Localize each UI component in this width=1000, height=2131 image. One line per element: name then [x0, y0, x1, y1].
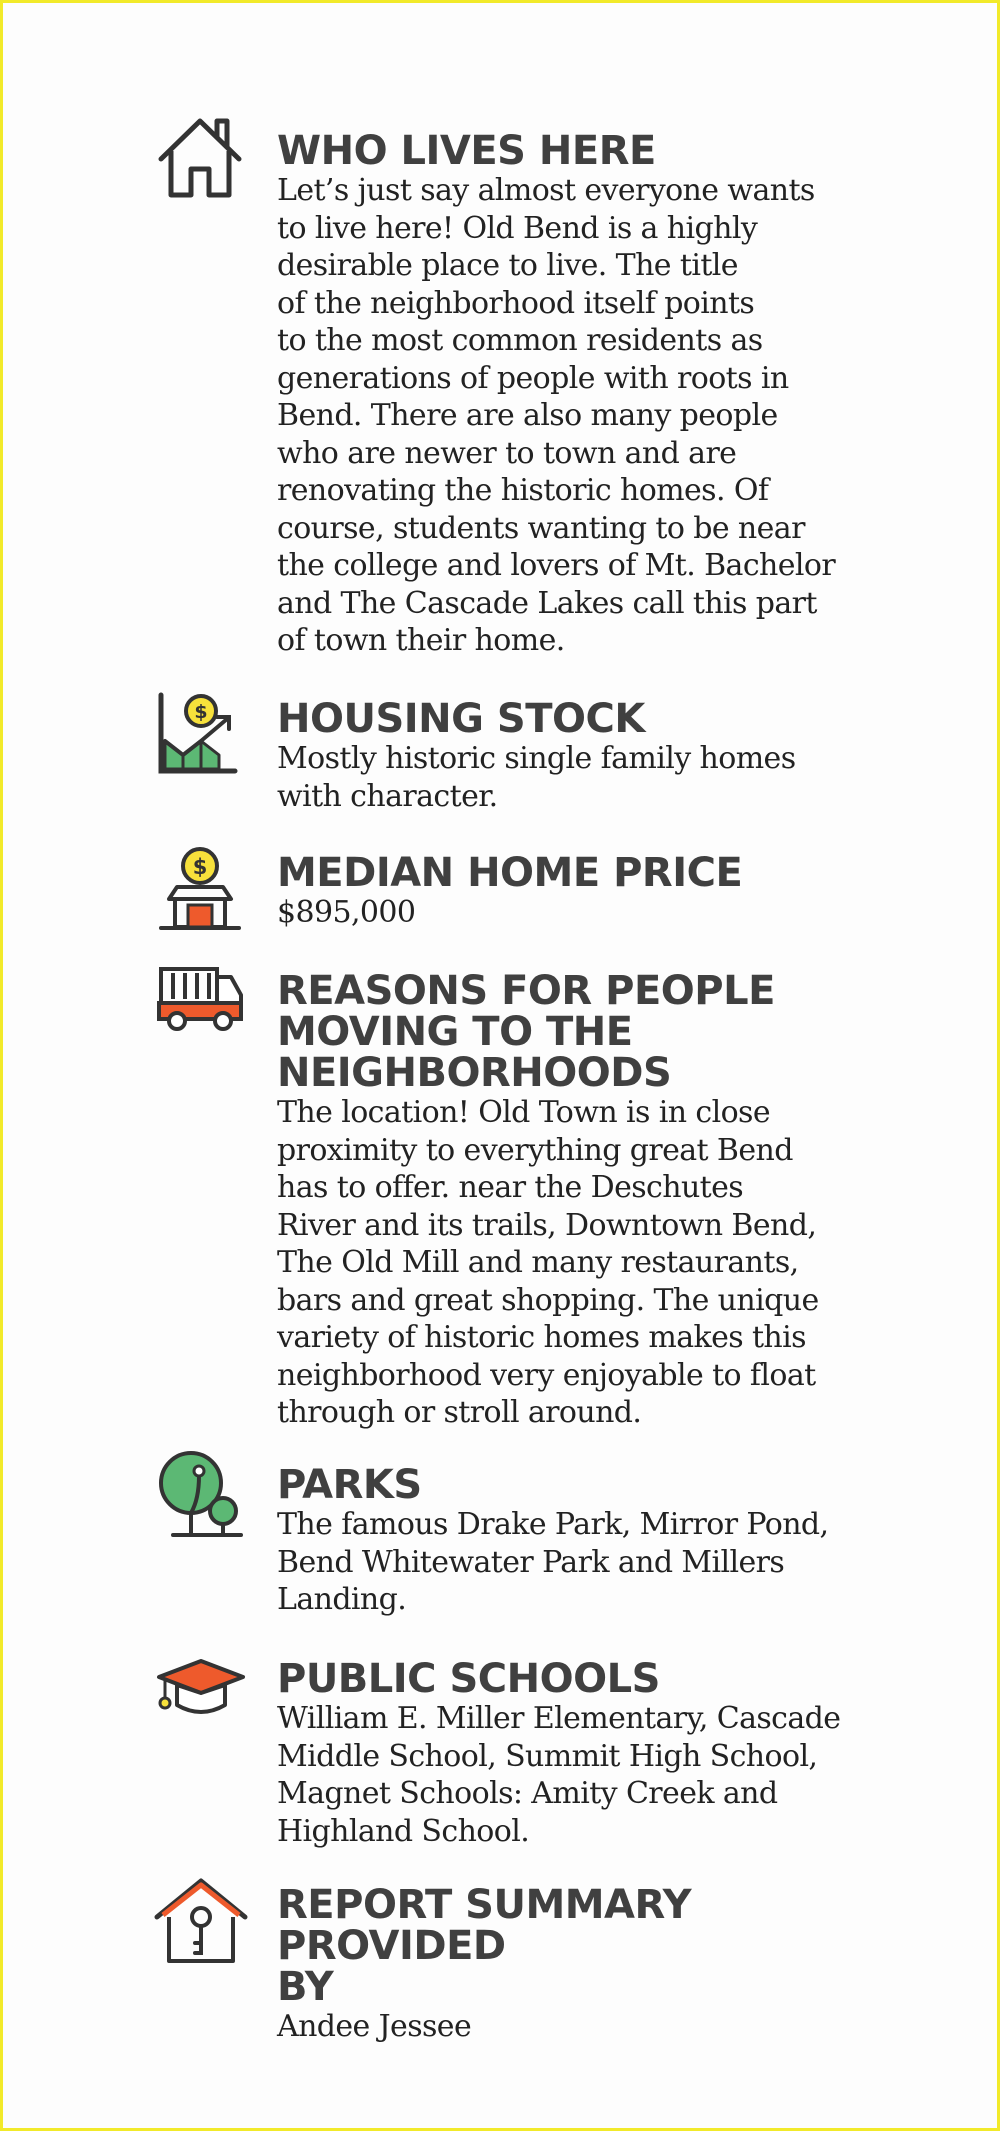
- section-heading: REASONS FOR PEOPLE MOVING TO THE NEIGHBORHOODS: [277, 968, 775, 1096]
- graduation-cap-icon: [153, 1647, 248, 1737]
- section-body: $895,000: [277, 895, 416, 930]
- section-body: Mostly historic single family homes with character.: [277, 741, 796, 814]
- section-heading: MEDIAN HOME PRICE: [277, 850, 743, 896]
- section-body: The famous Drake Park, Mirror Pond, Bend Whitewater Park and Millers Landing.: [277, 1507, 829, 1617]
- section-heading: HOUSING STOCK: [277, 696, 645, 742]
- storefront-dollar-icon: [153, 843, 248, 933]
- house-key-icon: [153, 1877, 248, 1967]
- section-heading: REPORT SUMMARY PROVIDED BY: [277, 1882, 692, 2010]
- tree-icon: [153, 1449, 248, 1539]
- section-body: Let’s just say almost everyone wants to live here! Old Bend is a highly desirable place to live. The title of the neighborhood itself points to the most common residents as generations of people with roots in Bend. There are also many people who are newer to town and are renovating the historic homes. Of course, students wanting to be near the college and lovers of Mt. Bachelor and The Cascade Lakes call this part of town their home.: [277, 173, 836, 658]
- section-heading: WHO LIVES HERE: [277, 128, 656, 174]
- section-body: William E. Miller Elementary, Cascade Middle School, Summit High School, Magnet Schools: Amity Creek and Highland School.: [277, 1701, 841, 1849]
- svg-text:$: $: [194, 701, 208, 723]
- svg-text:$: $: [192, 855, 208, 879]
- section-body: The location! Old Town is in close proximity to everything great Bend has to offer. near the Deschutes River and its trails, Downtown Bend, The Old Mill and many restaurants, bars and great shopping. The unique variety of historic homes makes this neighborhood very enjoyable to float through or stroll around.: [277, 1095, 819, 1430]
- house-outline-icon: [153, 111, 248, 201]
- section-body: Andee Jessee: [277, 2009, 472, 2044]
- moving-truck-icon: [153, 963, 248, 1053]
- chart-dollar-icon: [153, 691, 248, 781]
- section-heading: PARKS: [277, 1462, 422, 1508]
- section-heading: PUBLIC SCHOOLS: [277, 1656, 660, 1702]
